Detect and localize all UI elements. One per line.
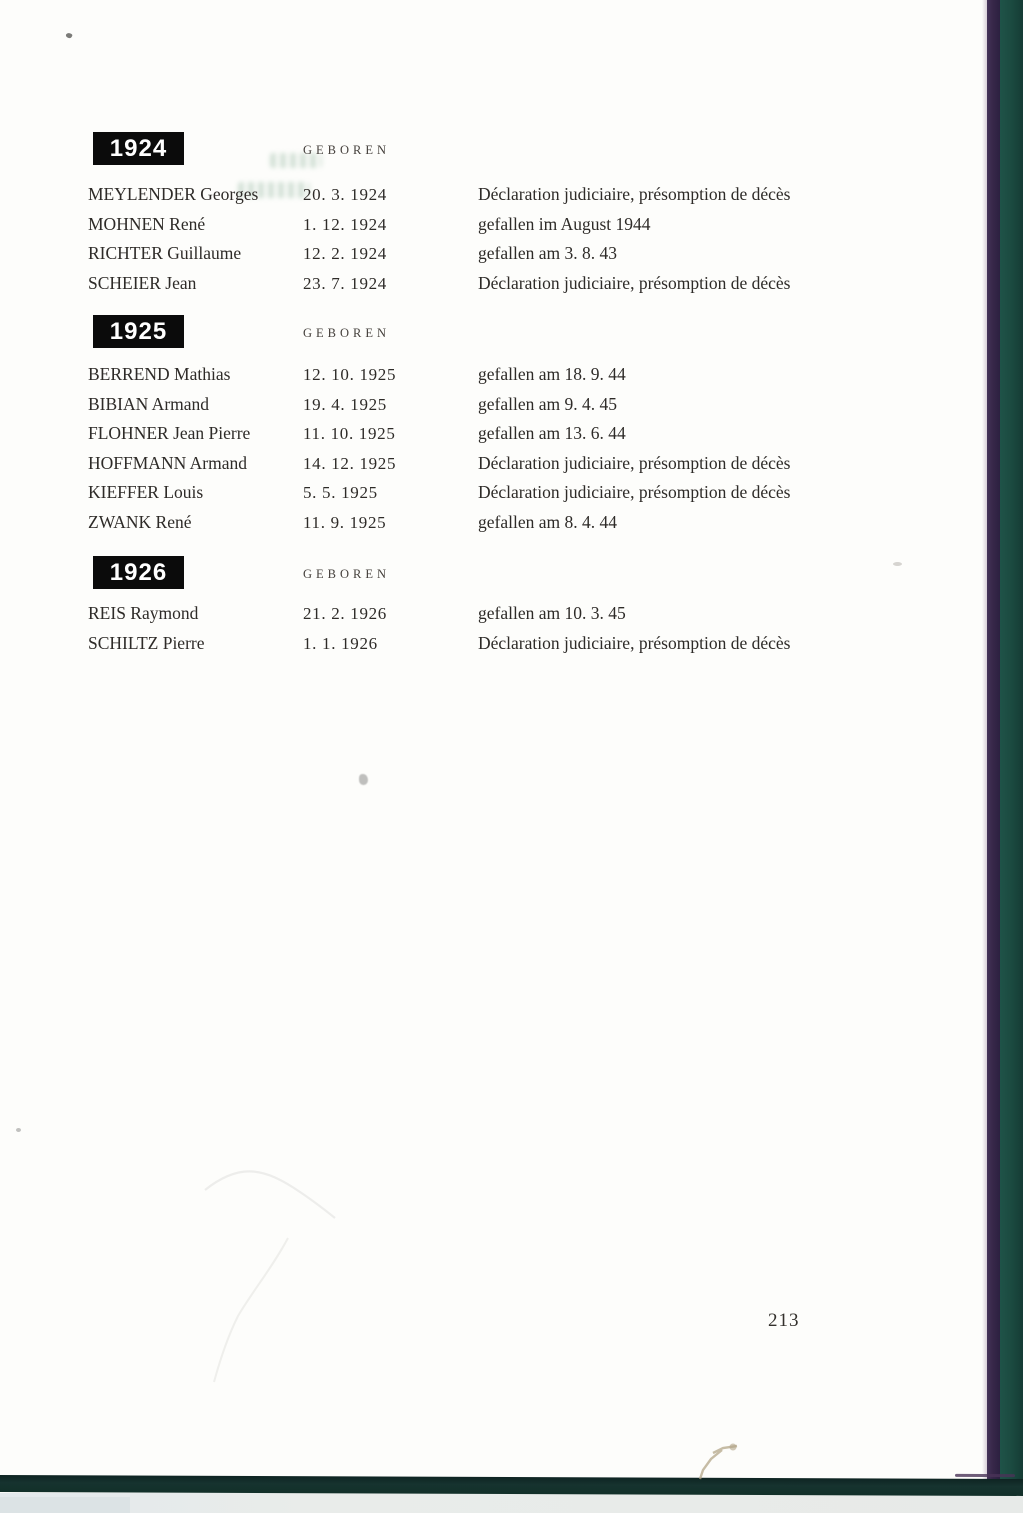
person-name: SCHEIER Jean [88,272,197,293]
page-number: 213 [768,1310,800,1331]
person-name: SCHILTZ Pierre [88,632,205,653]
scan-speck [16,1128,21,1132]
year-label [93,556,184,589]
birth-date: 11. 10. 1925 [303,424,396,444]
death-note: Déclaration judiciaire, présomption de décès [478,272,791,293]
birth-date: 23. 7. 1924 [303,273,387,293]
birth-date: 1. 12. 1924 [303,214,387,234]
person-name: HOFFMANN Armand [88,452,247,473]
birth-date: 14. 12. 1925 [303,453,397,473]
death-note: gefallen im August 1944 [478,213,651,234]
registry-entry [0,633,1023,663]
registry-entry [0,453,1023,483]
person-name: KIEFFER Louis [88,482,204,503]
registry-entry [0,184,1023,214]
surface-below-book-corner [0,1497,130,1513]
birth-date: 5. 5. 1925 [303,483,378,503]
death-note: Déclaration judiciaire, présomption de décès [478,184,791,204]
scan-speck [65,32,73,39]
surface-below-book [0,1493,1023,1513]
death-note: gefallen am 8. 4. 44 [478,511,617,532]
geboren-header: GEBOREN [303,567,391,581]
death-note: Déclaration judiciaire, présomption de décès [478,452,791,473]
birth-date: 19. 4. 1925 [303,394,387,414]
death-note: gefallen am 9. 4. 45 [478,393,617,414]
registry-entry [0,394,1023,424]
death-note: gefallen am 10. 3. 45 [478,603,626,623]
birth-date: 1. 1. 1926 [303,633,378,653]
entry-rows [0,184,1023,302]
registry-entry [0,423,1023,453]
person-name: MOHNEN René [88,213,206,234]
year-label [93,315,184,348]
person-name: BERREND Mathias [88,364,231,384]
birth-date: 21. 2. 1926 [303,604,387,623]
geboren-header: GEBOREN [303,143,391,157]
registry-entry [0,364,1023,394]
person-name: FLOHNER Jean Pierre [88,423,251,444]
person-name: REIS Raymond [88,603,199,623]
birth-date: 11. 9. 1925 [303,512,387,532]
registry-entry [0,273,1023,303]
registry-entry [0,512,1023,542]
scan-speck [359,774,368,785]
geboren-header: GEBOREN [303,326,391,340]
registry-entry [0,482,1023,512]
registry-entry [0,243,1023,273]
birth-date: 20. 3. 1924 [303,185,387,204]
person-name: MEYLENDER Georges [88,184,259,204]
death-note: Déclaration judiciaire, présomption de décès [478,482,791,503]
person-name: ZWANK René [88,511,192,532]
registry-entry [0,603,1023,633]
entry-rows [0,364,1023,542]
birth-date: 12. 10. 1925 [303,365,397,384]
birth-date: 12. 2. 1924 [303,244,387,264]
person-name: BIBIAN Armand [88,393,210,414]
year-text: 1925 [109,317,168,345]
scan-speck [893,562,902,566]
person-name: RICHTER Guillaume [88,243,242,264]
death-note: gefallen am 3. 8. 43 [478,243,617,264]
death-note: gefallen am 18. 9. 44 [478,364,626,384]
death-note: gefallen am 13. 6. 44 [478,423,626,444]
year-label [93,132,184,165]
registry-entry [0,214,1023,244]
book-cover-corner-accent [955,1474,1015,1477]
death-note: Déclaration judiciaire, présomption de décès [478,632,791,653]
year-text: 1924 [109,134,168,162]
entry-rows [0,603,1023,662]
year-text: 1926 [109,558,168,586]
